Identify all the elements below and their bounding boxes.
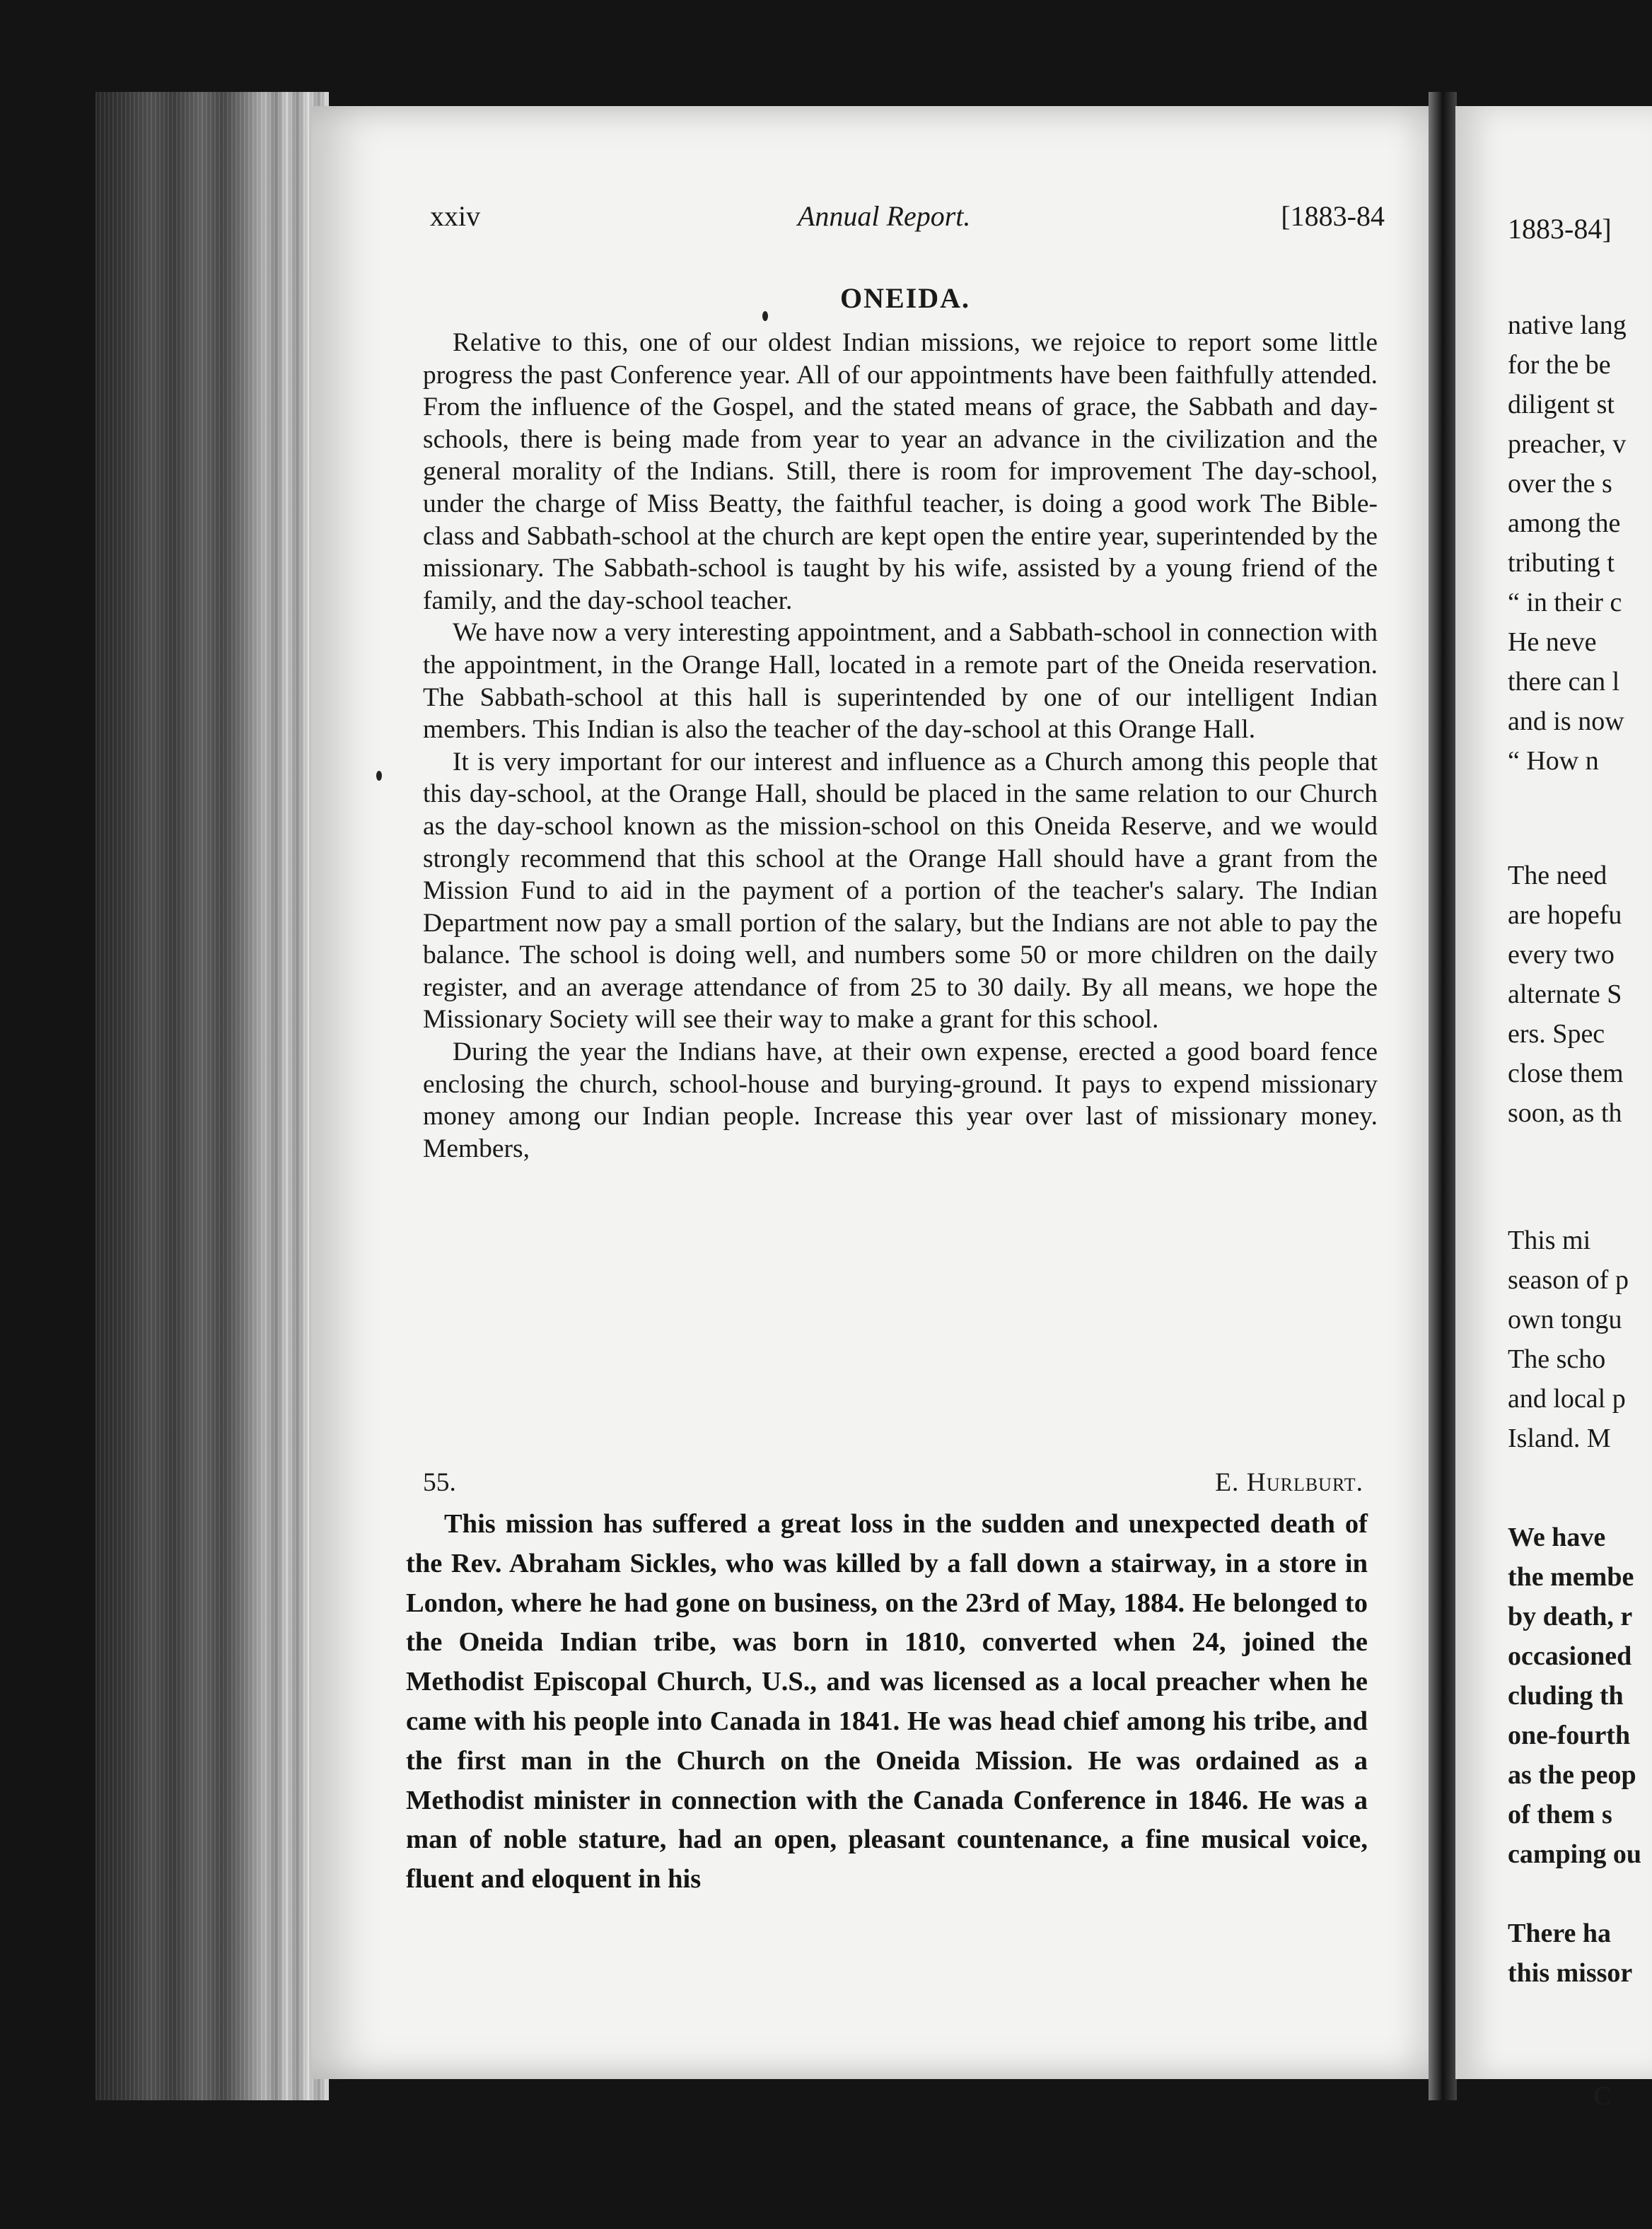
paragraph-day-school-grant: It is very important for our interest and influence as a Church among this people that this day-school, at the Orange Hall, should be placed in the same relation to our Church as the day-school known as the mission-school on this Oneida Reserve, and we would strongly recommend that this school at the Orange Hall should have a grant from the Mission Fund to aid in the payment of a portion of the teacher's salary. The Indian Department now pay a small portion of the salary, but the Indians are not able to pay the balance. The school is doing well, and numbers some 50 or more children on the daily register, and an average attendance of from 25 to 30 daily. By all means, we hope the Missionary Society will see their way to make a grant for this school. (423, 747, 1378, 1035)
right-line: soon, as th (1508, 1098, 1622, 1128)
right-page-header: 1883-84] (1508, 213, 1612, 245)
right-line: alternate S (1508, 979, 1622, 1009)
right-text-block-5 (1508, 1914, 1652, 1993)
paragraph-memorial: This mission has suffered a great loss in the sudden and unexpected death of the Rev. Abraham Sickles, who was killed by a fall down a stairway, in a store in London, where he had gone on business, on the 23rd of May, 1884. He belonged to the Oneida Indian tribe, was born in 1810, converted when 24, joined the Methodist Episcopal Church, U.S., and was licensed as a local preacher when he came with his people into Canada in 1841. He was head chief among his tribe, and the first man in the Church on the Oneida Mission. He was ordained as a Methodist minister in connection with the Canada Conference in 1846. He was a man of noble stature, had an open, pleasant countenance, a fine musical voice, fluent and eloquent in his (406, 1509, 1368, 1895)
right-line: camping ou (1508, 1839, 1641, 1869)
right-line: There ha (1508, 1919, 1612, 1948)
right-text-block-4 (1508, 1518, 1652, 1874)
right-line: preacher, v (1508, 429, 1627, 459)
right-line: We have (1508, 1523, 1606, 1552)
right-line: of them s (1508, 1800, 1612, 1829)
right-line: The scho (1508, 1344, 1606, 1374)
right-line: over the s (1508, 469, 1612, 499)
right-line: among the (1508, 508, 1621, 538)
page-header (430, 199, 1385, 242)
right-line: Island. M (1508, 1424, 1611, 1453)
running-title: Annual Report. (798, 200, 971, 232)
paragraph-progress: Relative to this, one of our oldest Indian missions, we rejoice to report some little progress the past Conference year. All of our appointments have been faithfully attended. From the influence of the Gospel, and the stated means of grace, the Sabbath and day-schools, there is being made from year to year an advance in the civilization and the general morality of the Indians. Still, there is room for improvement The day-school, under the charge of Miss Beatty, the faithful teacher, is doing a good work The Bible-class and Sabbath-school at the church are kept open the entire year, superintended by the missionary. The Sabbath-school is taught by his wife, assisted by a young friend of the family, and the day-school teacher. (423, 328, 1378, 615)
right-text-block-1 (1508, 305, 1652, 781)
paragraph-orange-hall: We have now a very interesting appointment, and a Sabbath-school in connection with the appointment, in the Orange Hall, located in a remote part of the Oneida reservation. The Sabbath-school at this hall is superintended by one of our intelligent Indian members. This Indian is also the teacher of the day-school at this Orange Hall. (423, 618, 1378, 745)
right-line: “ in their c (1508, 588, 1622, 617)
paragraph-fence: During the year the Indians have, at their own expense, erected a good board fence enclosing the church, school-house and burying-ground. It pays to expend missionary money among our Indian people. Increase this year over last of missionary money. Members, (423, 1037, 1378, 1163)
right-line: close them (1508, 1059, 1624, 1088)
right-line: occasioned (1508, 1641, 1632, 1671)
book-gutter (1429, 92, 1457, 2100)
members-count: 55. (423, 1468, 456, 1497)
right-line: native lang (1508, 310, 1627, 340)
right-line: by death, r (1508, 1602, 1633, 1631)
right-line: the membe (1508, 1562, 1634, 1592)
section-title: ONEIDA. (839, 282, 971, 314)
page-number: xxiv (430, 200, 481, 232)
right-line: for the be (1508, 350, 1611, 380)
right-line: one-fourth (1508, 1721, 1631, 1750)
right-line: diligent st (1508, 390, 1615, 419)
right-signature-initial: C (1593, 2081, 1612, 2111)
right-line: season of p (1508, 1265, 1629, 1295)
margin-mark (376, 771, 382, 781)
right-line: own tongu (1508, 1305, 1622, 1334)
right-line: there can l (1508, 667, 1620, 697)
right-line: as the peop (1508, 1760, 1636, 1790)
header-years: [1883-84 (1281, 200, 1385, 232)
right-line: are hopefu (1508, 900, 1622, 930)
right-line: every two (1508, 940, 1615, 970)
signature-line (423, 1467, 1363, 1500)
right-line: This mi (1508, 1226, 1591, 1255)
right-line: cluding th (1508, 1681, 1624, 1711)
memorial-section (406, 1505, 1368, 1899)
right-line: ers. Spec (1508, 1019, 1605, 1049)
right-line: and local p (1508, 1384, 1626, 1414)
right-line: The need (1508, 861, 1607, 890)
report-body (423, 327, 1378, 1165)
right-line: this missor (1508, 1958, 1633, 1988)
right-line: “ How n (1508, 746, 1599, 776)
right-line: and is now (1508, 706, 1624, 736)
right-line: He neve (1508, 627, 1597, 657)
book-page-edges (95, 92, 329, 2100)
right-line: tributing t (1508, 548, 1615, 578)
right-text-block-2 (1508, 856, 1652, 1133)
right-text-block-3 (1508, 1221, 1652, 1458)
signature-name: E. Hurlburt. (1215, 1468, 1363, 1497)
